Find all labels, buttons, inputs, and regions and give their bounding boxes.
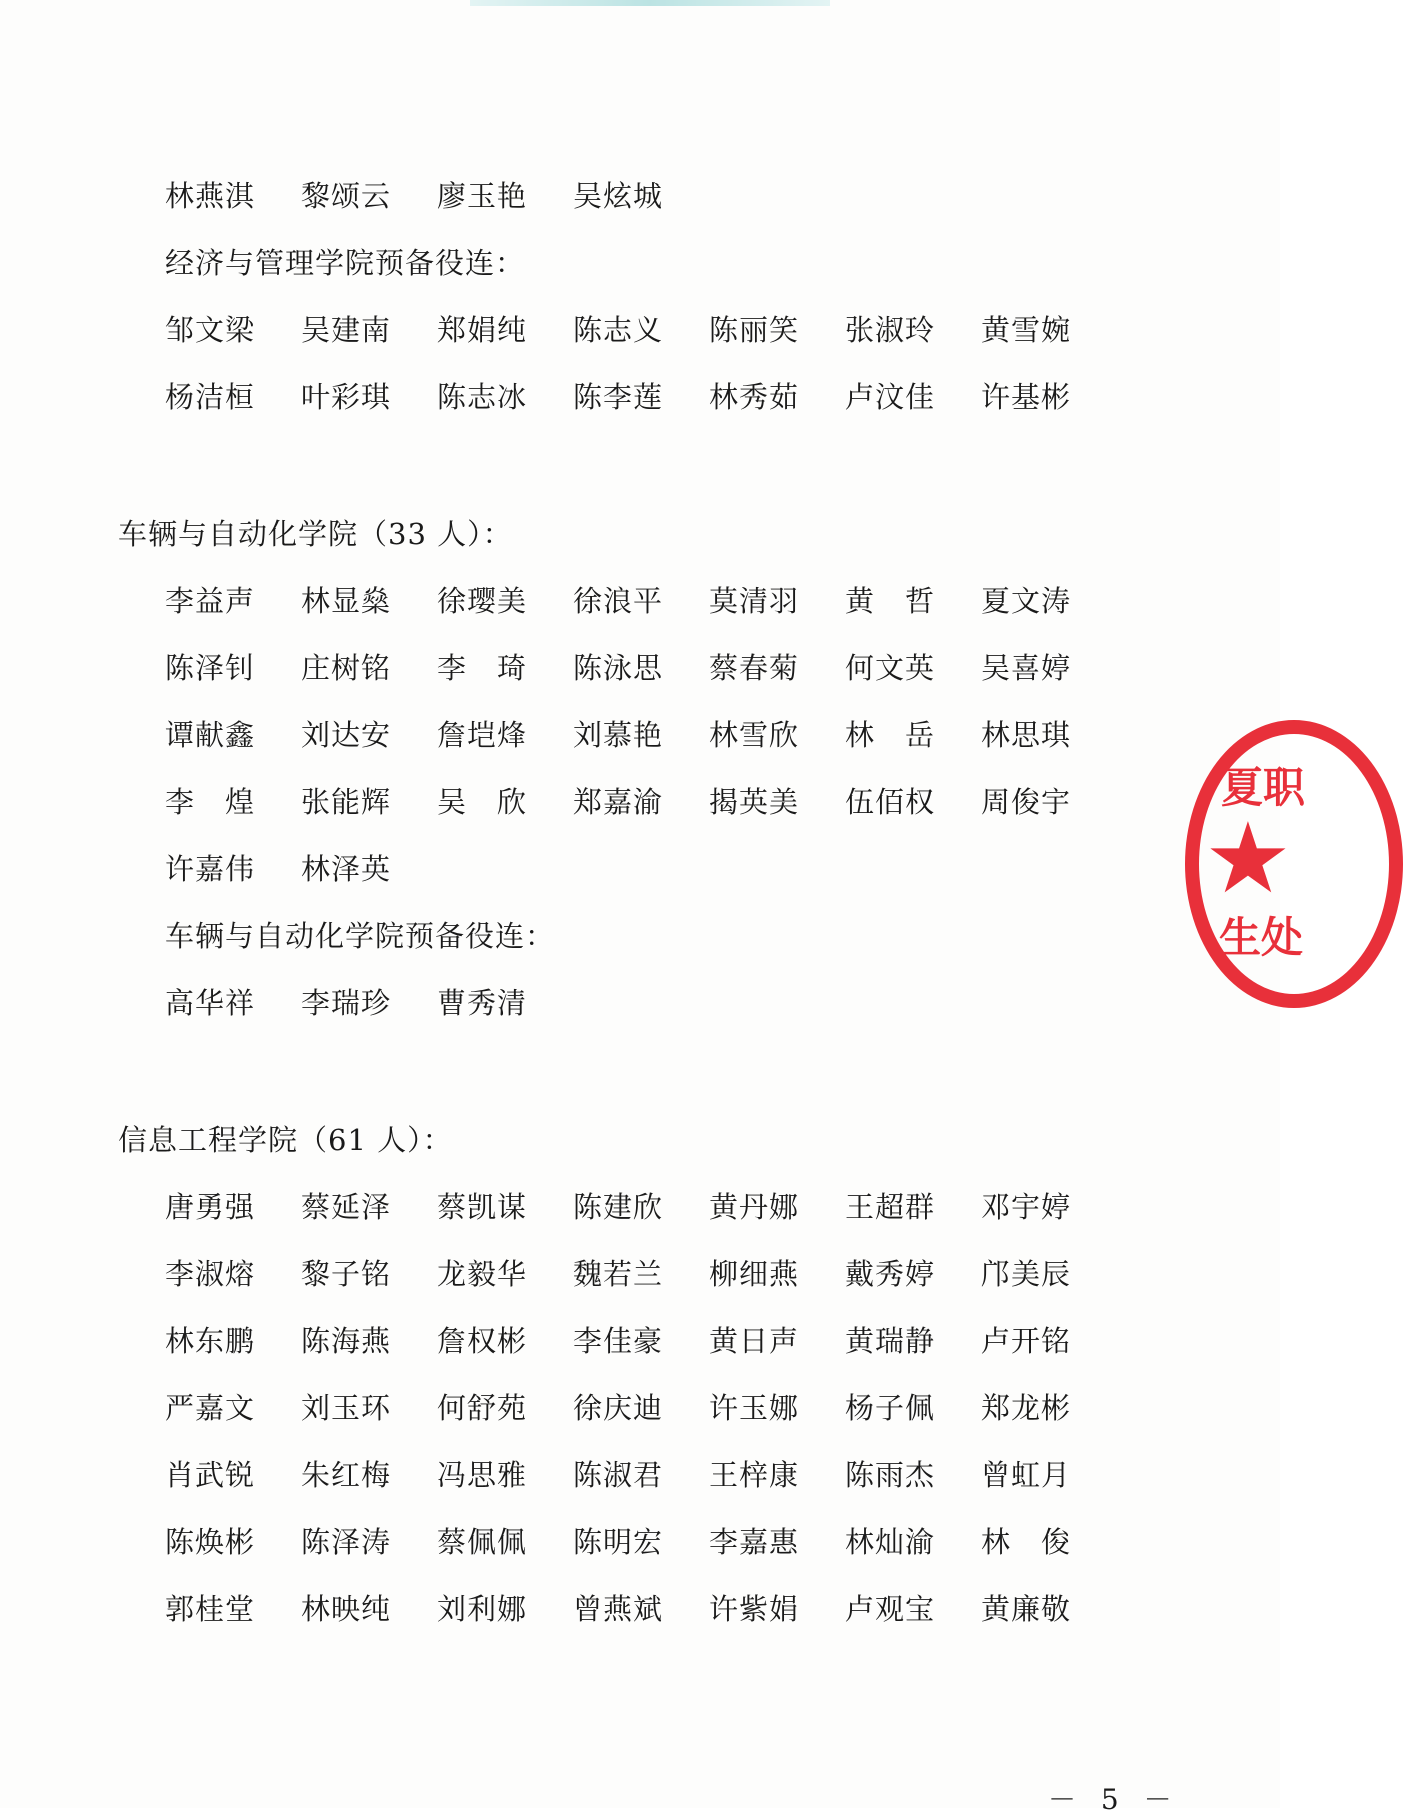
- name: 蔡延泽: [301, 1190, 392, 1224]
- name: 谭献鑫: [165, 718, 256, 752]
- name: 李 琦: [437, 651, 528, 685]
- name: 曾燕斌: [573, 1592, 664, 1626]
- name: 张能辉: [301, 785, 392, 819]
- name: 詹垲烽: [437, 718, 528, 752]
- reserve-company-label: 经济与管理学院预备役连：: [165, 246, 526, 280]
- name: 陈明宏: [573, 1525, 664, 1559]
- name-row: [165, 176, 709, 216]
- name: 刘达安: [301, 718, 392, 752]
- name: 陈泽钊: [165, 651, 256, 685]
- name: 林秀茹: [709, 380, 800, 414]
- official-seal: [1185, 720, 1403, 1008]
- name-row: [165, 310, 1117, 350]
- name: 陈建欣: [573, 1190, 664, 1224]
- name: 黄廉敬: [981, 1592, 1072, 1626]
- name: 吴喜婷: [981, 651, 1072, 685]
- name: 杨子佩: [845, 1391, 936, 1425]
- name: 许嘉伟: [165, 852, 256, 886]
- scan-edge-mark: [470, 0, 830, 6]
- name: 刘利娜: [437, 1592, 528, 1626]
- college-heading: 信息工程学院（61 人）：: [118, 1123, 453, 1157]
- name: 蔡春菊: [709, 651, 800, 685]
- name-row: [165, 715, 1117, 755]
- name: 张淑玲: [845, 313, 936, 347]
- name: 许基彬: [981, 380, 1072, 414]
- name: 徐璎美: [437, 584, 528, 618]
- seal-text-top: 夏职: [1221, 763, 1306, 812]
- name: 何文英: [845, 651, 936, 685]
- name: 林思琪: [981, 718, 1072, 752]
- name: 庄树铭: [301, 651, 392, 685]
- name: 高华祥: [165, 986, 256, 1020]
- page-number: － 5 －: [1048, 1783, 1180, 1816]
- name: 李淑熔: [165, 1257, 256, 1291]
- name: 王梓康: [709, 1458, 800, 1492]
- name-row: [165, 648, 1117, 688]
- name: 杨洁桓: [165, 380, 256, 414]
- name: 林显燊: [301, 584, 392, 618]
- name: 吴炫城: [573, 179, 664, 213]
- name: 许紫娟: [709, 1592, 800, 1626]
- name: 陈丽笑: [709, 313, 800, 347]
- name: 詹权彬: [437, 1324, 528, 1358]
- name-row: [165, 782, 1117, 822]
- name: 陈志义: [573, 313, 664, 347]
- name: 陈海燕: [301, 1324, 392, 1358]
- name: 陈志冰: [437, 380, 528, 414]
- name: 曾虹月: [981, 1458, 1072, 1492]
- name: 林灿渝: [845, 1525, 936, 1559]
- name: 莫清羽: [709, 584, 800, 618]
- name: 朱红梅: [301, 1458, 392, 1492]
- name: 郭桂堂: [165, 1592, 256, 1626]
- name: 黄 哲: [845, 584, 936, 618]
- name: 李益声: [165, 584, 256, 618]
- name-row: [165, 377, 1117, 417]
- name: 郑龙彬: [981, 1391, 1072, 1425]
- name: 郑嘉渝: [573, 785, 664, 819]
- name: 陈泳思: [573, 651, 664, 685]
- name-row: [165, 1321, 1117, 1361]
- name: 蔡凯谋: [437, 1190, 528, 1224]
- name: 陈李莲: [573, 380, 664, 414]
- name: 叶彩琪: [301, 380, 392, 414]
- name: 龙毅华: [437, 1257, 528, 1291]
- name: 刘玉环: [301, 1391, 392, 1425]
- name: 肖武锐: [165, 1458, 256, 1492]
- star-icon: ★: [1204, 802, 1292, 916]
- name: 卢观宝: [845, 1592, 936, 1626]
- name: 周俊宇: [981, 785, 1072, 819]
- name: 林燕淇: [165, 179, 256, 213]
- name: 戴秀婷: [845, 1257, 936, 1291]
- name: 邝美辰: [981, 1257, 1072, 1291]
- name: 邓宇婷: [981, 1190, 1072, 1224]
- name: 李 煌: [165, 785, 256, 819]
- name: 唐勇强: [165, 1190, 256, 1224]
- name: 李瑞珍: [301, 986, 392, 1020]
- college-heading: 车辆与自动化学院（33 人）：: [118, 517, 513, 551]
- name: 夏文涛: [981, 584, 1072, 618]
- name: 卢开铭: [981, 1324, 1072, 1358]
- name: 林 俊: [981, 1525, 1072, 1559]
- name: 刘慕艳: [573, 718, 664, 752]
- name-row: [165, 1388, 1117, 1428]
- name: 林雪欣: [709, 718, 800, 752]
- name: 黄丹娜: [709, 1190, 800, 1224]
- name: 廖玉艳: [437, 179, 528, 213]
- name-row: [165, 1254, 1117, 1294]
- name: 王超群: [845, 1190, 936, 1224]
- name: 揭英美: [709, 785, 800, 819]
- name: 魏若兰: [573, 1257, 664, 1291]
- name-row: [165, 1589, 1117, 1629]
- name-row: [165, 849, 437, 889]
- name: 林东鹏: [165, 1324, 256, 1358]
- reserve-company-label: 车辆与自动化学院预备役连：: [165, 919, 556, 953]
- name: 何舒苑: [437, 1391, 528, 1425]
- name: 徐庆迪: [573, 1391, 664, 1425]
- seal-text-bottom: 生处: [1219, 913, 1304, 962]
- name-row: [165, 1522, 1117, 1562]
- name: 黎颂云: [301, 179, 392, 213]
- name: 严嘉文: [165, 1391, 256, 1425]
- name: 黄瑞静: [845, 1324, 936, 1358]
- name: 郑娟纯: [437, 313, 528, 347]
- name: 卢汶佳: [845, 380, 936, 414]
- name: 林 岳: [845, 718, 936, 752]
- name: 徐浪平: [573, 584, 664, 618]
- name: 伍佰权: [845, 785, 936, 819]
- name: 吴建南: [301, 313, 392, 347]
- name: 黄日声: [709, 1324, 800, 1358]
- name: 冯思雅: [437, 1458, 528, 1492]
- name-row: [165, 1187, 1117, 1227]
- name: 邹文梁: [165, 313, 256, 347]
- name-row: [165, 581, 1117, 621]
- name: 李嘉惠: [709, 1525, 800, 1559]
- name: 李佳豪: [573, 1324, 664, 1358]
- name-row: [165, 1455, 1117, 1495]
- name: 蔡佩佩: [437, 1525, 528, 1559]
- name: 许玉娜: [709, 1391, 800, 1425]
- name: 吴 欣: [437, 785, 528, 819]
- name: 曹秀清: [437, 986, 528, 1020]
- name: 柳细燕: [709, 1257, 800, 1291]
- name: 陈淑君: [573, 1458, 664, 1492]
- name: 黎子铭: [301, 1257, 392, 1291]
- name: 陈雨杰: [845, 1458, 936, 1492]
- name: 林映纯: [301, 1592, 392, 1626]
- name-row: [165, 983, 573, 1023]
- name: 陈泽涛: [301, 1525, 392, 1559]
- name: 陈焕彬: [165, 1525, 256, 1559]
- name: 黄雪婉: [981, 313, 1072, 347]
- name: 林泽英: [301, 852, 392, 886]
